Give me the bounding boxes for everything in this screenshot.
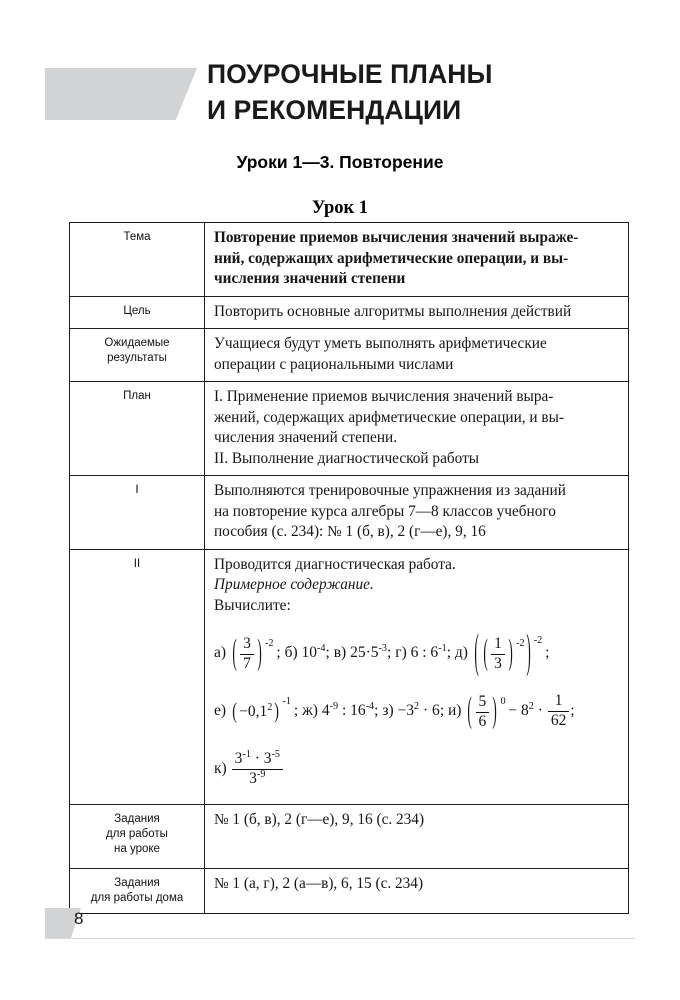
fraction-denominator: 6 bbox=[476, 712, 490, 731]
text-line: жений, содержащих арифметические операции, и вы- bbox=[214, 408, 565, 426]
paren-left: ( bbox=[474, 625, 479, 679]
text-line: № 1 (а, г), 2 (а—в), 6, 15 (с. 234) bbox=[214, 875, 424, 893]
fraction bbox=[475, 683, 491, 741]
math-operator: · bbox=[365, 644, 371, 662]
header-accent-shape bbox=[45, 68, 197, 120]
text-line: ний, содержащих арифметические операции, и вы- bbox=[214, 249, 569, 267]
paren-right: ) bbox=[508, 632, 513, 673]
exponent: -4 bbox=[317, 643, 326, 655]
row-body-homework bbox=[205, 869, 629, 914]
exponent: 0 bbox=[500, 696, 506, 708]
math-label-a: а) bbox=[214, 644, 227, 662]
exponent: -2 bbox=[265, 638, 274, 650]
math-label-g: ж) bbox=[302, 702, 318, 720]
lessons-heading: Уроки 1—3. Повторение bbox=[236, 152, 444, 172]
text-line: Повторение приемов вычисления значений выраже- bbox=[214, 229, 579, 246]
exponent: -1 bbox=[282, 696, 292, 708]
math-value: −0,1 bbox=[239, 702, 268, 720]
math-label-f: е) bbox=[214, 702, 227, 720]
separator: ; bbox=[439, 702, 448, 720]
text-line: Проводится диагностическая работа. bbox=[214, 555, 456, 573]
text-line: пособия (с. 234): № 1 (б, в), 2 (г—е), 9, 16 bbox=[214, 523, 486, 541]
math-label-e: д) bbox=[454, 644, 468, 662]
label-line: Задания bbox=[114, 813, 160, 826]
text-line: операции с рациональными числами bbox=[214, 355, 454, 373]
lesson-plan-table bbox=[69, 222, 629, 914]
math-label-k: к) bbox=[214, 760, 227, 778]
text-line: числения значений степени. bbox=[214, 429, 398, 447]
row-label-classwork bbox=[70, 805, 205, 869]
paren-right: ) bbox=[492, 690, 498, 731]
label-line: для работы bbox=[106, 828, 168, 841]
row-label-plan: План bbox=[70, 382, 205, 476]
exponent: -9 bbox=[329, 701, 339, 713]
fraction-numerator bbox=[232, 751, 283, 769]
footer-divider bbox=[45, 938, 635, 939]
label-line: Задания bbox=[114, 877, 160, 890]
table-row bbox=[70, 329, 629, 382]
label-line: для работы дома bbox=[90, 892, 184, 905]
row-body-cel bbox=[205, 296, 629, 329]
label-line: Ожидаемые bbox=[104, 337, 170, 350]
paren-right: ) bbox=[257, 632, 262, 673]
text-line: II. Выполнение диагностической работы bbox=[214, 449, 480, 467]
row-body-stage-1 bbox=[205, 476, 629, 550]
page-title bbox=[207, 56, 667, 128]
fraction-denominator: 3 bbox=[491, 654, 505, 673]
text-line-italic: Примерное содержание. bbox=[214, 576, 374, 594]
lesson-heading: Урок 1 bbox=[311, 198, 369, 218]
label-line: на уроке bbox=[114, 843, 160, 856]
math-expressions bbox=[214, 616, 622, 798]
math-base: 3 bbox=[249, 770, 257, 788]
exponent: -2 bbox=[516, 638, 525, 650]
math-operator: − 8 bbox=[508, 702, 529, 720]
exponent: -5 bbox=[271, 749, 281, 761]
table-row bbox=[70, 805, 629, 869]
page-header bbox=[0, 56, 680, 132]
math-line-2 bbox=[214, 682, 622, 740]
table-row bbox=[70, 223, 629, 297]
math-base: 25 bbox=[350, 644, 366, 662]
table-row bbox=[70, 476, 629, 550]
row-label-tema: Тема bbox=[70, 223, 205, 297]
exponent: -9 bbox=[256, 769, 266, 781]
math-paren-group-outer bbox=[472, 624, 541, 683]
row-label-homework bbox=[70, 869, 205, 914]
separator: ; bbox=[446, 644, 455, 662]
text-line: № 1 (б, в), 2 (г—е), 9, 16 (с. 234) bbox=[214, 811, 425, 829]
row-label-results bbox=[70, 329, 205, 382]
paren-right: ) bbox=[525, 625, 531, 679]
page-title-line2: И РЕКОМЕНДАЦИИ bbox=[207, 95, 462, 125]
math-operator: : 16 bbox=[338, 702, 366, 720]
row-label-stage-2: II bbox=[70, 549, 205, 805]
exponent: 2 bbox=[414, 701, 420, 713]
table-row bbox=[70, 382, 629, 476]
math-base: −3 bbox=[397, 702, 415, 720]
row-label-cel: Цель bbox=[70, 296, 205, 329]
math-base: 6 : 6 bbox=[410, 644, 439, 662]
table-row bbox=[70, 296, 629, 329]
math-label-h: з) bbox=[382, 702, 394, 720]
exponent: -3 bbox=[378, 643, 388, 655]
paren-left: ( bbox=[232, 698, 237, 724]
separator: ; bbox=[545, 644, 550, 662]
exponent: -1 bbox=[438, 643, 447, 655]
paren-left: ( bbox=[483, 632, 488, 673]
fraction-denominator bbox=[232, 769, 283, 788]
page-title-line1: ПОУРОЧНЫЕ ПЛАНЫ bbox=[207, 59, 493, 89]
table-row bbox=[70, 549, 629, 805]
table-row bbox=[70, 869, 629, 914]
separator: ; bbox=[374, 702, 383, 720]
row-body-plan bbox=[205, 382, 629, 476]
text-line: Вычислите: bbox=[214, 596, 291, 614]
fraction-numerator: 5 bbox=[478, 693, 487, 711]
row-body-tema bbox=[205, 223, 629, 297]
separator: ; bbox=[387, 644, 396, 662]
separator: ; bbox=[293, 702, 303, 720]
text-line: на повторение курса алгебры 7—8 классов учебного bbox=[214, 502, 556, 520]
page-number: 8 bbox=[74, 909, 84, 928]
math-paren-group bbox=[465, 683, 504, 741]
fraction-denominator: 62 bbox=[548, 711, 570, 730]
exponent: -1 bbox=[242, 749, 251, 761]
exponent: 2 bbox=[528, 701, 534, 713]
row-label-stage-1: I bbox=[70, 476, 205, 550]
row-body-stage-2 bbox=[205, 549, 629, 805]
math-paren-group bbox=[230, 683, 290, 741]
fraction-numerator: 3 bbox=[243, 635, 251, 653]
math-label-i: и) bbox=[448, 702, 462, 720]
math-base bbox=[239, 683, 272, 741]
text-line: Повторить основные алгоритмы выполнения действий bbox=[214, 302, 572, 320]
fraction-numerator: 1 bbox=[494, 635, 502, 653]
exponent: -2 bbox=[533, 634, 543, 646]
separator: ; bbox=[276, 644, 285, 662]
fraction bbox=[239, 625, 255, 683]
math-label-b: б) bbox=[284, 644, 298, 662]
text-line: I. Применение приемов вычисления значений выра- bbox=[214, 388, 554, 406]
text-line: числения значений степени bbox=[214, 270, 406, 288]
math-label-c: в) bbox=[333, 644, 347, 662]
exponent: -4 bbox=[365, 701, 375, 713]
paren-left: ( bbox=[232, 632, 237, 673]
fraction-denominator: 7 bbox=[240, 654, 254, 673]
exponent: 2 bbox=[267, 701, 273, 713]
math-base: 10 bbox=[301, 644, 318, 662]
math-base: 3 bbox=[234, 750, 243, 768]
separator: ; bbox=[570, 702, 575, 720]
row-body-results bbox=[205, 329, 629, 382]
math-operator: · bbox=[250, 750, 264, 768]
paren-left: ( bbox=[467, 690, 473, 731]
row-body-classwork bbox=[205, 805, 629, 869]
math-base: 3 bbox=[263, 750, 272, 768]
math-operator: · bbox=[533, 702, 547, 720]
fraction bbox=[548, 693, 570, 729]
separator: ; bbox=[325, 644, 334, 662]
fraction bbox=[232, 751, 283, 787]
text-line: Выполняются тренировочные упражнения из заданий bbox=[214, 482, 566, 500]
math-label-d: г) bbox=[395, 644, 407, 662]
paren-right: ) bbox=[274, 698, 280, 724]
fraction-numerator: 1 bbox=[554, 692, 563, 710]
math-operator: · 6 bbox=[419, 702, 440, 720]
math-base: 4 bbox=[321, 702, 330, 720]
label-line: результаты bbox=[107, 352, 167, 365]
text-line: Учащиеся будут уметь выполнять арифметические bbox=[214, 335, 547, 353]
math-base: 5 bbox=[370, 644, 379, 662]
